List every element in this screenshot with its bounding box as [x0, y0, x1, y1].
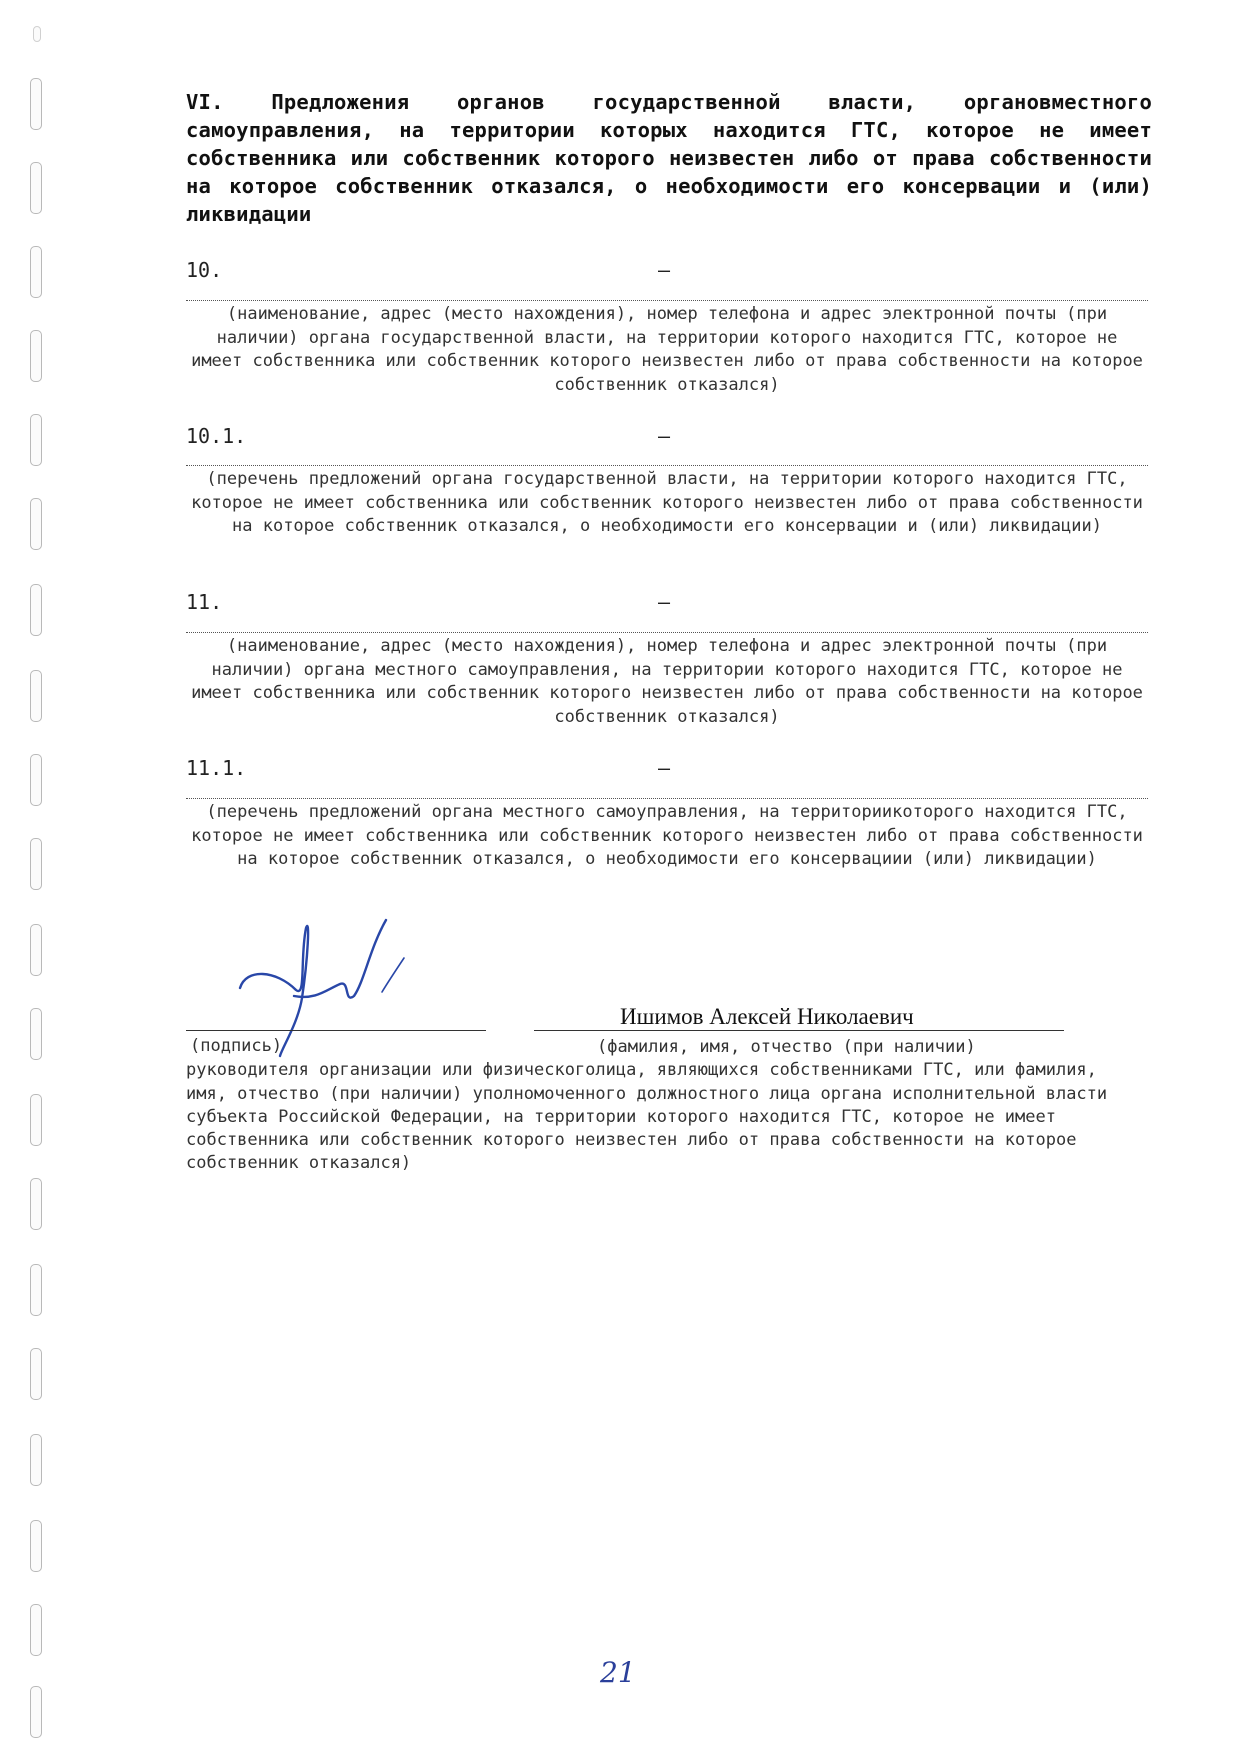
- field-caption: (наименование, адрес (место нахождения), номер телефона и адрес электронной почты (при наличии) органа местного самоуправления, на территории которого находится ГТС, которое не имеет собственника или собственник которого неизвестен либо от права собственности на которое собственник отказался): [191, 636, 1143, 727]
- binding-hole: [30, 1348, 42, 1400]
- name-caption-first: (фамилия, имя, отчество (при наличии): [597, 1037, 976, 1057]
- binding-hole: [30, 1094, 42, 1146]
- name-caption: [186, 1036, 1126, 1176]
- binding-hole: [30, 1178, 42, 1230]
- field-number: 11.: [186, 590, 223, 614]
- binding-hole: [30, 754, 42, 806]
- field-caption: (перечень предложений органа местного самоуправления, на территориикоторого находится ГТС, которое не имеет собственника или собственник которого неизвестен либо от права собственности на которое собственник отказался, о необходимости его консервациии (или) ликвидации): [191, 802, 1143, 869]
- field-number: 10.1.: [186, 424, 247, 448]
- field-number: 10.: [186, 258, 223, 282]
- field-underline: [186, 300, 1148, 301]
- field-caption: (перечень предложений органа государственной власти, на территории которого находится ГТС, которое не имеет собственника или собственник которого неизвестен либо от права собственности на которое собственник отказался, о необходимости его консервации и (или) ликвидации): [191, 469, 1143, 536]
- binding-hole: [30, 78, 42, 130]
- signature-stroke: [382, 958, 404, 992]
- binding-hole: [30, 246, 42, 298]
- field-underline: [186, 465, 1148, 466]
- section-heading: VI. Предложения органов государственной власти, органовместного самоуправления, на территории которых находится ГТС, которое не имеет собственника или собственник которого неизвестен либо от права собственности на которое собственник отказался, о необходимости его консервации и (или) ликвидации: [186, 90, 1152, 226]
- binding-hole: [30, 1008, 42, 1060]
- binding-hole: [30, 670, 42, 722]
- binding-hole: [30, 838, 42, 890]
- signer-name: Ишимов Алексей Николаевич: [620, 1004, 914, 1029]
- field-underline: [186, 798, 1148, 799]
- binding-hole: [30, 1686, 42, 1738]
- name-line: [534, 1030, 1064, 1031]
- field-value: –: [658, 258, 671, 282]
- signature-caption: (подпись): [190, 1036, 283, 1056]
- binding-hole: [30, 162, 42, 214]
- field-underline: [186, 632, 1148, 633]
- name-caption-continued: руководителя организации или физическоголица, являющихся собственниками ГТС, или фамилия, имя, отчество (при наличии) уполномоченного должностного лица органа исполнительной власти субъекта Российской Федерации, на территории которого находится ГТС, которое не имеет собственника или собственник которого неизвестен либо от права собственности на которое собственник отказался): [186, 1060, 1118, 1174]
- binding-hole: [30, 498, 42, 550]
- binding-hole: [33, 26, 41, 42]
- binding-hole: [30, 1264, 42, 1316]
- page-number: 21: [600, 1656, 636, 1689]
- binding-hole: [30, 1520, 42, 1572]
- field-value: –: [658, 756, 671, 780]
- binding-hole: [30, 1434, 42, 1486]
- binding-hole: [30, 414, 42, 466]
- binding-holes: [0, 0, 60, 1758]
- binding-hole: [30, 1604, 42, 1656]
- binding-hole: [30, 330, 42, 382]
- field-value: –: [658, 424, 671, 448]
- field-value: –: [658, 590, 671, 614]
- field-caption: (наименование, адрес (место нахождения), номер телефона и адрес электронной почты (при наличии) органа государственной власти, на территории которого находится ГТС, которое не имеет собственника или собственник которого неизвестен либо от права собственности на которое собственник отказался): [191, 304, 1143, 395]
- binding-hole: [30, 584, 42, 636]
- binding-hole: [30, 924, 42, 976]
- field-number: 11.1.: [186, 756, 247, 780]
- signature-line: [186, 1030, 486, 1031]
